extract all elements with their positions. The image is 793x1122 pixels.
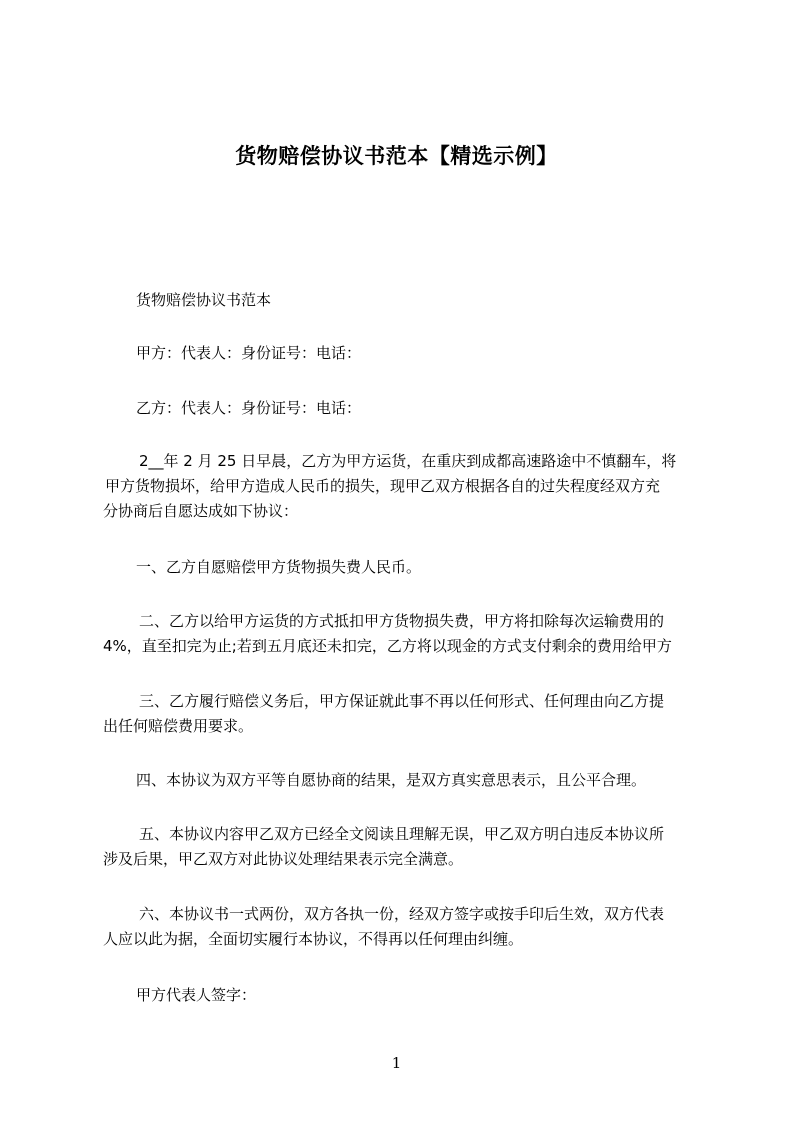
paragraph-clause-5 bbox=[103, 822, 703, 872]
paragraph-signature bbox=[103, 983, 703, 1008]
paragraph-clause-3 bbox=[103, 689, 703, 739]
paragraph-line: 四、本协议为双方平等自愿协商的结果，是双方真实意思表示，且公平合理。 bbox=[136, 771, 647, 789]
paragraph-line: 人应以此为据，全面切实履行本协议，不得再以任何理由纠缠。 bbox=[103, 930, 524, 948]
paragraph-line: 甲方：代表人：身份证号：电话： bbox=[136, 344, 362, 362]
paragraph-line: 2__年 2 月 25 日早晨，乙方为甲方运货，在重庆到成都高速路途中不慎翻车，将 bbox=[139, 452, 677, 470]
document-title: 货物赔偿协议书范本【精选示例】 bbox=[235, 144, 558, 168]
page-number: 1 bbox=[391, 1054, 402, 1072]
paragraph-clause-1 bbox=[103, 555, 703, 580]
paragraph-clause-2 bbox=[103, 609, 703, 659]
paragraph-line: 甲方代表人签字： bbox=[136, 986, 257, 1004]
paragraph-heading bbox=[103, 288, 703, 313]
paragraph-party-b bbox=[103, 396, 703, 421]
paragraph-line: 出任何赔偿费用要求。 bbox=[103, 717, 254, 735]
paragraph-line: 乙方：代表人：身份证号：电话： bbox=[136, 399, 362, 417]
paragraph-clause-6 bbox=[103, 902, 703, 952]
paragraph-line: 分协商后自愿达成如下协议： bbox=[103, 502, 299, 520]
paragraph-line: 涉及后果，甲乙双方对此协议处理结果表示完全满意。 bbox=[103, 850, 464, 868]
paragraph-line: 六、本协议书一式两份，双方各执一份，经双方签字或按手印后生效，双方代表 bbox=[139, 905, 665, 923]
paragraph-line: 五、本协议内容甲乙双方已经全文阅读且理解无误，甲乙双方明白违反本协议所 bbox=[139, 825, 665, 843]
paragraph-party-a bbox=[103, 341, 703, 366]
paragraph-line: 二、乙方以给甲方运货的方式抵扣甲方货物损失费，甲方将扣除每次运输费用的 bbox=[139, 612, 665, 630]
paragraph-line: 货物赔偿协议书范本 bbox=[136, 291, 272, 309]
paragraph-line: 三、乙方履行赔偿义务后，甲方保证就此事不再以任何形式、任何理由向乙方提 bbox=[139, 692, 665, 710]
paragraph-clause-4 bbox=[103, 768, 703, 793]
paragraph-line: 4%，直至扣完为止;若到五月底还未扣完，乙方将以现金的方式支付剩余的费用给甲方 bbox=[103, 637, 672, 655]
paragraph-background bbox=[103, 449, 703, 524]
paragraph-line: 一、乙方自愿赔偿甲方货物损失费人民币。 bbox=[136, 558, 422, 576]
paragraph-line: 甲方货物损坏，给甲方造成人民币的损失，现甲乙双方根据各自的过失程度经双方充 bbox=[105, 477, 661, 495]
